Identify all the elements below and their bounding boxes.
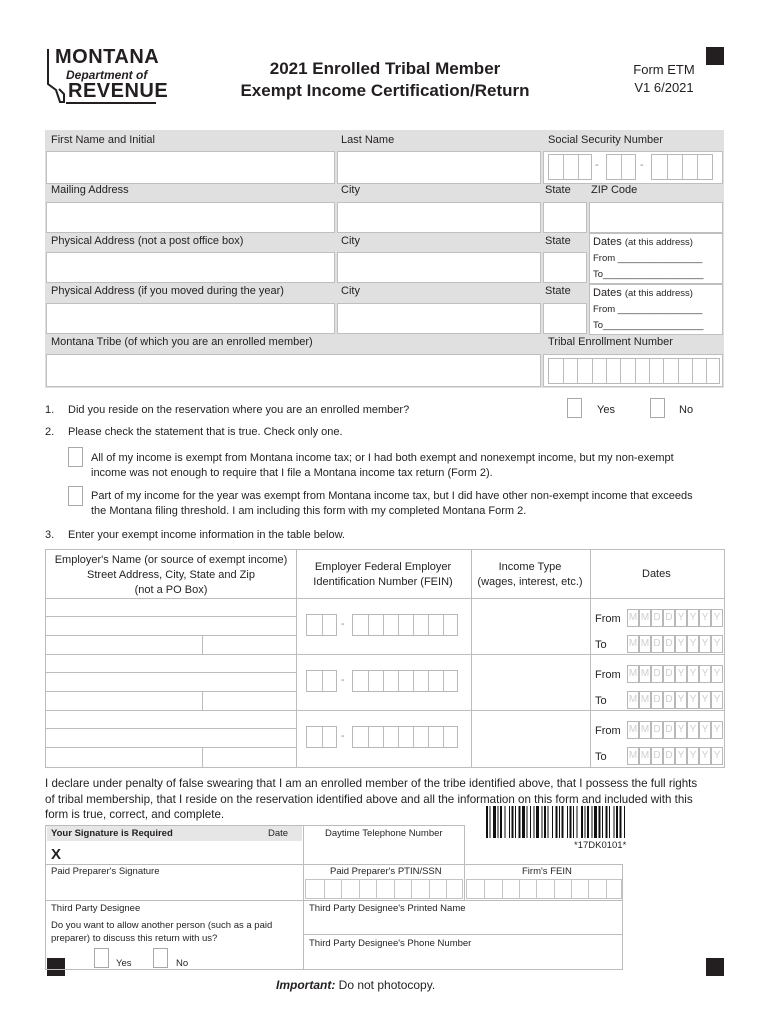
fein-prefix-input[interactable] (306, 726, 337, 748)
date-mask-cell: Y (711, 609, 723, 627)
col-employer-header: Employer's Name (or source of exempt income) Street Address, City, State and Zip (not a PO Box) (54, 554, 288, 596)
date-mask-cell: M (639, 635, 651, 653)
ptin-label: Paid Preparer's PTIN/SSN (330, 866, 442, 877)
declaration: I declare under penalty of false swearing that I am an enrolled member of the tribe identified above, that I possess the full rights of tribal membership, that I reside on the reservation identified above and all the information on this form and included with this form is true, correct, and complete. (45, 777, 698, 821)
registration-mark (706, 958, 724, 976)
state-label: State (545, 184, 571, 196)
q1-text: Did you reside on the reservation where you are an enrolled member? (68, 404, 410, 416)
title-line1: 2021 Enrolled Tribal Member (269, 59, 501, 78)
barcode-text: *17DK0101* (574, 840, 627, 851)
to-date-input[interactable] (627, 691, 723, 709)
date-mask-cell: Y (675, 747, 687, 765)
physical-address-moved-label: Physical Address (if you moved during the year) (51, 285, 284, 297)
moved-address-input[interactable] (46, 303, 335, 334)
to-date-input[interactable] (627, 747, 723, 765)
footer-note (276, 978, 435, 992)
tribe-label: Montana Tribe (of which you are an enrolled member) (51, 336, 313, 348)
to-date-label: To (595, 751, 607, 763)
last-name-label: Last Name (341, 134, 395, 146)
date-mask-cell: D (651, 635, 663, 653)
date-mask-cell: M (627, 691, 639, 709)
important-label: Important: (276, 978, 336, 992)
q1-yes-checkbox[interactable] (567, 398, 582, 418)
from-date-input[interactable] (627, 721, 723, 739)
q3-text: Enter your exempt income information in the table below. (68, 529, 345, 541)
zip-input[interactable] (589, 202, 723, 233)
city-label: City (341, 235, 360, 247)
from-date-label: From (595, 669, 621, 681)
date-mask-cell: Y (711, 635, 723, 653)
dates-label: Dates (at this address) (593, 287, 693, 299)
date-mask-cell: D (663, 721, 675, 739)
footer-text: Do not photocopy. (335, 978, 436, 992)
q1-no-label: No (679, 404, 694, 416)
date-mask-cell: D (651, 747, 663, 765)
date-mask-cell: Y (675, 609, 687, 627)
date-mask-cell: Y (687, 635, 699, 653)
fein-number-input[interactable] (352, 614, 458, 636)
to-date-input[interactable] (627, 635, 723, 653)
daytime-phone-input[interactable] (305, 842, 464, 864)
fein-prefix-input[interactable] (306, 614, 337, 636)
col-fein-header: Employer Federal Employer Identification Number (FEIN) (313, 561, 453, 588)
date-mask-cell: M (639, 665, 651, 683)
designee-phone-label: Third Party Designee's Phone Number (309, 938, 472, 949)
signature-date-label: Date (268, 828, 289, 839)
date-mask-cell: Y (687, 721, 699, 739)
date-mask-cell: Y (687, 691, 699, 709)
date-mask-cell: Y (711, 691, 723, 709)
moved-city-input[interactable] (337, 303, 541, 334)
q1-number: 1. (45, 404, 55, 416)
date-mask-cell: Y (699, 665, 711, 683)
fein-separator: - (341, 674, 345, 686)
date-mask-cell: Y (675, 665, 687, 683)
fein-separator: - (341, 730, 345, 742)
q3-number: 3. (45, 529, 55, 541)
to-line: To___________________ (593, 320, 704, 331)
ssn-label: Social Security Number (548, 134, 663, 146)
form-id-line1: Form ETM (633, 62, 695, 77)
q2-option1-checkbox[interactable] (68, 447, 83, 467)
fein-number-input[interactable] (352, 726, 458, 748)
date-mask-cell: D (663, 691, 675, 709)
daytime-phone-label: Daytime Telephone Number (325, 828, 443, 839)
tribal-enrollment-input[interactable] (543, 354, 723, 387)
city-label: City (341, 285, 360, 297)
date-mask-cell: D (663, 665, 675, 683)
date-mask-cell: M (627, 609, 639, 627)
third-party-no-label: No (176, 958, 189, 969)
fein-number-input[interactable] (352, 670, 458, 692)
last-name-input[interactable] (337, 151, 541, 184)
registration-mark (706, 47, 724, 65)
date-mask-cell: D (663, 609, 675, 627)
tribe-input[interactable] (46, 354, 541, 387)
first-name-input[interactable] (46, 151, 335, 184)
physical-city-input[interactable] (337, 252, 541, 283)
state-label: State (545, 235, 571, 247)
col-dates-header: Dates (642, 568, 671, 580)
q1-no-checkbox[interactable] (650, 398, 665, 418)
designee-name-input[interactable] (305, 914, 621, 934)
q2-option2-checkbox[interactable] (68, 486, 83, 506)
q2-text: Please check the statement that is true. Check only one. (68, 426, 343, 438)
from-date-input[interactable] (627, 609, 723, 627)
logo-line1: MONTANA (55, 46, 160, 68)
date-mask-cell: D (651, 721, 663, 739)
state-label: State (545, 285, 571, 297)
logo-underline (66, 102, 156, 104)
firm-fein-label: Firm's FEIN (522, 866, 572, 877)
q2-option1-text: All of my income is exempt from Montana income tax; or I had both exempt and nonexempt income, but my non-exempt income was not enough to require that I file a Montana income tax return (Form 2). (91, 452, 674, 479)
form-id-line2: V1 6/2021 (634, 80, 694, 95)
q2-option2-text: Part of my income for the year was exempt from Montana income tax, but I did have other non-exempt income that exceeds the Montana filing threshold. I am including this form with my completed Montana Form 2. (91, 490, 693, 517)
to-date-label: To (595, 639, 607, 651)
signature-input[interactable] (47, 842, 301, 864)
date-mask-cell: D (651, 691, 663, 709)
barcode-icon (486, 806, 718, 838)
third-party-no-checkbox[interactable] (153, 948, 168, 968)
from-date-label: From (595, 613, 621, 625)
logo-line2: Department of (66, 68, 148, 82)
mailing-state-input[interactable] (543, 202, 587, 233)
date-mask-cell: Y (711, 747, 723, 765)
tribal-enrollment-label: Tribal Enrollment Number (548, 336, 673, 348)
from-date-input[interactable] (627, 665, 723, 683)
ssn-input[interactable]: - - (543, 151, 723, 184)
date-mask-cell: Y (675, 635, 687, 653)
dates-label: Dates (at this address) (593, 236, 693, 248)
date-mask-cell: Y (711, 721, 723, 739)
your-signature-label: Your Signature is Required (51, 828, 173, 839)
third-party-yes-label: Yes (116, 958, 132, 969)
physical-state-input[interactable] (543, 252, 587, 283)
date-mask-cell: Y (687, 609, 699, 627)
date-mask-cell: M (639, 747, 651, 765)
third-party-label: Third Party Designee (51, 903, 141, 914)
city-label: City (341, 184, 360, 196)
fein-separator: - (341, 618, 345, 630)
from-date-label: From (595, 725, 621, 737)
designee-name-label: Third Party Designee's Printed Name (309, 903, 466, 914)
to-line: To___________________ (593, 269, 704, 280)
signature-x-mark: X (51, 846, 62, 863)
date-mask-cell: D (663, 635, 675, 653)
firm-fein-input[interactable] (466, 879, 622, 899)
date-mask-cell: M (639, 721, 651, 739)
preparer-signature-label: Paid Preparer's Signature (51, 866, 160, 877)
fein-prefix-input[interactable] (306, 670, 337, 692)
mailing-address-input[interactable] (46, 202, 335, 233)
third-party-yes-checkbox[interactable] (94, 948, 109, 968)
date-mask-cell: Y (699, 609, 711, 627)
date-mask-cell: D (663, 747, 675, 765)
to-date-label: To (595, 695, 607, 707)
montana-dor-logo (42, 44, 169, 106)
date-mask-cell: M (627, 665, 639, 683)
zip-label: ZIP Code (591, 184, 638, 196)
col-income-type-header: Income Type (wages, interest, etc.) (477, 561, 583, 588)
date-mask-cell: Y (699, 635, 711, 653)
date-mask-cell: Y (687, 747, 699, 765)
moved-state-input[interactable] (543, 303, 587, 334)
form-title (200, 58, 570, 102)
first-name-label: First Name and Initial (51, 134, 155, 146)
mailing-address-label: Mailing Address (51, 184, 129, 196)
designee-phone-input[interactable] (305, 950, 621, 969)
ptin-input[interactable] (305, 879, 463, 899)
date-mask-cell: M (639, 609, 651, 627)
moved-dates-field[interactable] (589, 284, 723, 335)
date-mask-cell: Y (699, 721, 711, 739)
third-party-question: Do you want to allow another person (such as a paid preparer) to discuss this return with us? (51, 920, 273, 944)
form-id (628, 61, 700, 97)
date-mask-cell: D (651, 665, 663, 683)
date-mask-cell: M (627, 747, 639, 765)
title-line2: Exempt Income Certification/Return (240, 81, 530, 100)
date-mask-cell: Y (675, 721, 687, 739)
physical-dates-field[interactable] (589, 233, 723, 284)
physical-address-input[interactable] (46, 252, 335, 283)
preparer-signature-input[interactable] (47, 878, 301, 900)
q1-yes-label: Yes (597, 404, 615, 416)
date-mask-cell: D (651, 609, 663, 627)
date-mask-cell: M (639, 691, 651, 709)
date-mask-cell: Y (711, 665, 723, 683)
date-mask-cell: M (627, 635, 639, 653)
from-line: From ________________ (593, 304, 703, 315)
date-mask-cell: Y (699, 747, 711, 765)
mailing-city-input[interactable] (337, 202, 541, 233)
q2-number: 2. (45, 426, 55, 438)
date-mask-cell: Y (699, 691, 711, 709)
date-mask-cell: M (627, 721, 639, 739)
date-mask-cell: Y (675, 691, 687, 709)
physical-address-label: Physical Address (not a post office box) (51, 235, 244, 247)
date-mask-cell: Y (687, 665, 699, 683)
logo-line3: REVENUE (68, 80, 169, 102)
from-line: From ________________ (593, 253, 703, 264)
